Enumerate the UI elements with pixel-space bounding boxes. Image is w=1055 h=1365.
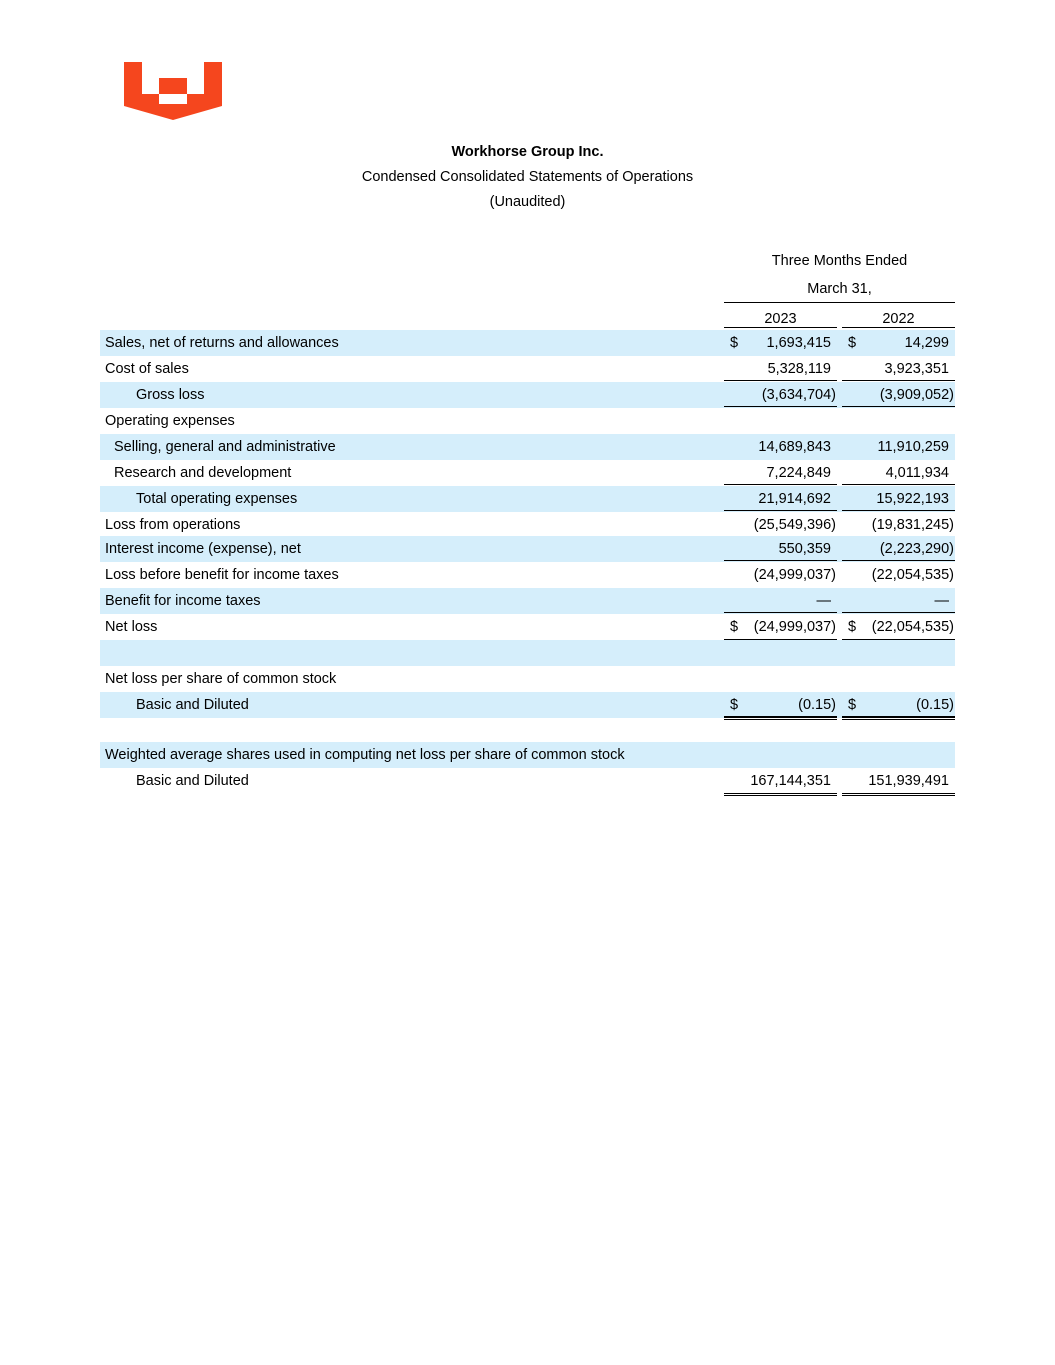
value-2023: (25,549,396) bbox=[753, 517, 836, 533]
value-2023: $ (24,999,037) bbox=[724, 619, 837, 638]
currency-symbol: $ bbox=[848, 697, 857, 713]
table-row-net-loss-per-share bbox=[100, 666, 955, 692]
row-label: Interest income (expense), net bbox=[105, 541, 301, 557]
row-label: Benefit for income taxes bbox=[105, 593, 261, 609]
table-row-operating-expenses bbox=[100, 408, 955, 434]
row-label: Loss from operations bbox=[105, 517, 241, 533]
table-row-gross-loss bbox=[100, 382, 955, 408]
currency-symbol: $ bbox=[730, 619, 739, 635]
unaudited-note: (Unaudited) bbox=[489, 194, 566, 210]
currency-symbol: $ bbox=[730, 335, 739, 351]
table-row-interest-income bbox=[100, 536, 955, 562]
row-label: Net loss bbox=[105, 619, 158, 635]
value-2022: (19,831,245) bbox=[871, 517, 954, 533]
value-2022: (22,054,535) bbox=[871, 567, 954, 583]
value-2023: 5,328,119 bbox=[724, 361, 837, 380]
year-2023-rule bbox=[724, 327, 837, 328]
value-2023: (3,634,704) bbox=[724, 387, 837, 406]
value-2023: 167,144,351 bbox=[724, 773, 837, 792]
year-2022-rule bbox=[842, 327, 955, 328]
row-label: Sales, net of returns and allowances bbox=[105, 335, 339, 351]
period-date-header: March 31, bbox=[807, 281, 872, 297]
row-label: Basic and Diluted bbox=[136, 773, 249, 789]
row-label: Cost of sales bbox=[105, 361, 189, 377]
value-2022: 3,923,351 bbox=[842, 361, 955, 380]
row-label: Operating expenses bbox=[105, 413, 235, 429]
value-2022: 4,011,934 bbox=[842, 465, 955, 484]
value-2022: $ 14,299 bbox=[848, 335, 949, 351]
row-label: Basic and Diluted bbox=[136, 697, 249, 713]
row-label: Net loss per share of common stock bbox=[105, 671, 337, 687]
table-row-total-operating-expenses bbox=[100, 486, 955, 512]
value-2022: $ (22,054,535) bbox=[842, 619, 955, 638]
value-2023: 14,689,843 bbox=[758, 439, 831, 455]
company-name: Workhorse Group Inc. bbox=[451, 144, 604, 160]
value-2022: — bbox=[842, 593, 955, 612]
row-label: Total operating expenses bbox=[136, 491, 298, 507]
table-row-sales bbox=[100, 330, 955, 356]
statement-title: Condensed Consolidated Statements of Operations bbox=[361, 169, 694, 185]
value-2022: $ (0.15) bbox=[842, 697, 955, 716]
value-2023: 21,914,692 bbox=[724, 491, 837, 510]
table-row-sga bbox=[100, 434, 955, 460]
year-2022-header: 2022 bbox=[882, 311, 915, 327]
value-2023: (24,999,037) bbox=[753, 567, 836, 583]
table-row-basic-diluted-shares bbox=[100, 768, 955, 794]
table-row-net-loss bbox=[100, 614, 955, 640]
value-2022: (2,223,290) bbox=[842, 541, 955, 560]
currency-symbol: $ bbox=[848, 619, 857, 635]
period-header-rule bbox=[724, 302, 955, 303]
row-label: Loss before benefit for income taxes bbox=[105, 567, 339, 583]
row-label: Selling, general and administrative bbox=[114, 439, 336, 455]
table-row-spacer bbox=[100, 718, 955, 744]
value-2022: 151,939,491 bbox=[842, 773, 955, 792]
value-2022: 15,922,193 bbox=[842, 491, 955, 510]
value-2022: (3,909,052) bbox=[842, 387, 955, 406]
table-row-benefit-income-taxes bbox=[100, 588, 955, 614]
currency-symbol: $ bbox=[730, 697, 739, 713]
row-label: Weighted average shares used in computing net loss per share of common stock bbox=[105, 747, 625, 763]
value-2023: 7,224,849 bbox=[724, 465, 837, 484]
table-row-spacer bbox=[100, 640, 955, 666]
period-header: Three Months Ended bbox=[771, 253, 908, 269]
table-row-loss-from-operations bbox=[100, 512, 955, 538]
value-2023: $ 1,693,415 bbox=[730, 335, 831, 351]
value-2023: 550,359 bbox=[724, 541, 837, 560]
workhorse-logo-icon bbox=[122, 60, 224, 122]
value-2023: $ (0.15) bbox=[724, 697, 837, 716]
row-label: Gross loss bbox=[136, 387, 205, 403]
row-label: Research and development bbox=[114, 465, 292, 481]
value-2023: — bbox=[724, 593, 837, 612]
table-row-weighted-average-shares bbox=[100, 742, 955, 768]
year-2023-header: 2023 bbox=[764, 311, 797, 327]
table-row-cost-of-sales bbox=[100, 356, 955, 382]
value-2022: 11,910,259 bbox=[877, 439, 949, 455]
table-row-loss-before-taxes bbox=[100, 562, 955, 588]
table-row-basic-diluted-eps bbox=[100, 692, 955, 718]
currency-symbol: $ bbox=[848, 335, 857, 351]
table-row-research-development bbox=[100, 460, 955, 486]
